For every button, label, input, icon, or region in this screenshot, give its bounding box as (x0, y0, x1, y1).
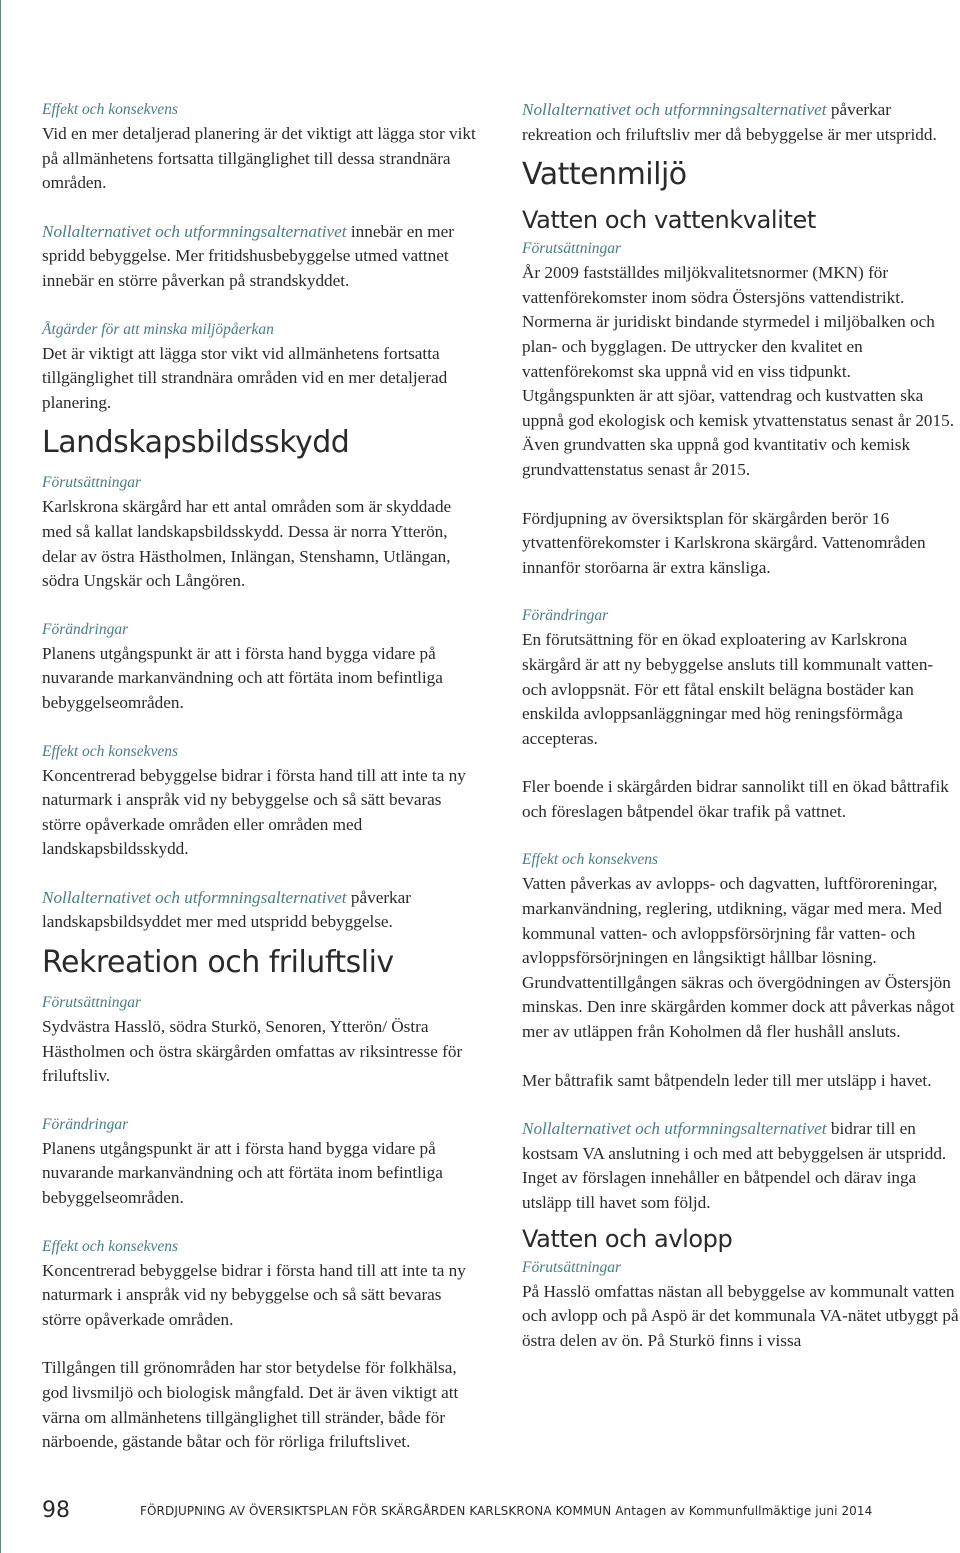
section-label: Effekt och konsekvens (42, 101, 178, 118)
paragraph: Planens utgångspunkt är att i första hand bygga vidare på nuvarande markanvändning och att förtäta inom befintliga bebyggelseområden. (42, 643, 443, 712)
section-label: Förutsättningar (42, 474, 142, 492)
section-label: Förändringar (522, 607, 609, 625)
paragraph: Fler boende i skärgården bidrar sannolikt till en ökad båttrafik och föreslagen båtpendel ökar trafik på vattnet. (522, 777, 949, 821)
paragraph: Vid en mer detaljerad planering är det viktigt att lägga stor vikt på allmänhetens fortsatta tillgänglighet till dessa strandnära områden. (42, 124, 476, 193)
footer-text (140, 1504, 872, 1518)
vatten-fordjupning (522, 507, 959, 581)
rekreation-forutsattningar (42, 991, 480, 1089)
vatten-battrafik (522, 1069, 959, 1094)
italic-lead: Nollalternativet och utformningsalternativet (42, 221, 347, 241)
paragraph-rest: påverkar landskapsbildsyddet mer med utspridd bebyggelse. (42, 887, 411, 932)
footer-note: Antagen av Kommunfullmäktige juni 2014 (615, 1504, 873, 1518)
vatten-forutsattningar (522, 237, 959, 482)
paragraph: År 2009 fastställdes miljökvalitetsnormer (MKN) för vattenförekomster inom södra Östersjöns vattendistrikt. Normerna är juridiskt bindande styrmedel i miljöbalken och plan- och bygglagen. De uttrycker den kvalitet en vattenförekomst ska uppnå vid en viss tidpunkt. Utgångspunkten är att sjöar, vattendrag och kustvatten ska uppnå god ekologisk och kemisk ytvattenstatus senast år 2015. Även grundvatten ska uppnå god kvantitativ och kemisk grundvattenstatus senast år 2015. (522, 263, 955, 479)
left-column (42, 98, 480, 1479)
rekreation-extra (42, 1356, 480, 1454)
paragraph: En förutsättning för en ökad exploatering av Karlskrona skärgård är att ny bebyggelse ansluts till kommunalt vatten- och avloppsnät. För ett fåtal enskilt belägna bostäder kan enskilda avloppsanläggningar med hög reningsförmåga accepteras. (522, 630, 934, 748)
heading-landskapsbildsskydd: Landskapsbildsskydd (42, 425, 350, 461)
italic-lead: Nollalternativet och utformningsalternativet (522, 100, 827, 119)
section-label: Effekt och konsekvens (42, 742, 178, 760)
subheading-vatten-och-avlopp: Vatten och avlopp (522, 1224, 733, 1253)
paragraph: Vatten påverkas av avlopps- och dagvatten, luftföroreningar, markanvändning, reglering, utdikning, vägar med mera. Med kommunal vatten- och avloppsförsörjning får vatten- och avloppsförsörjningen en långsiktigt hållbar lösning. Grundvattentillgången säkras och övergödningen av Östersjön minskas. Den inre skärgården kommer dock att påverkas något mer av utläppen från Koholmen då fler hushåll ansluts. (522, 874, 955, 1042)
paragraph (42, 886, 480, 935)
paragraph: Mer båttrafik samt båtpendeln leder till mer utsläpp i havet. (522, 1070, 932, 1090)
heading-vattenmiljo: Vattenmiljö (522, 157, 687, 193)
page-footer (42, 1498, 922, 1528)
paragraph: På Hasslö omfattas nästan all bebyggelse av kommunalt vatten och avlopp och på Aspö är det kommunala VA-nätet utbyggt på östra delen av ön. På Sturkö finns i vissa (522, 1281, 959, 1350)
paragraph (522, 98, 959, 147)
section-label: Förutsättningar (522, 240, 622, 258)
section-label: Förändringar (42, 620, 129, 638)
nollalternativ-block (42, 220, 480, 294)
rekreation-effekt (42, 1235, 480, 1333)
page-edge-line (0, 0, 1, 1553)
paragraph: Tillgången till grönområden har stor betydelse för folkhälsa, god livsmiljö och biologisk mångfald. Det är även viktigt att värna om allmänhetens tillgänglighet till stränder, både för närboende, gästande båtar och för rörliga friluftslivet. (42, 1358, 459, 1452)
italic-lead: Nollalternativet och utformningsalternativet (42, 887, 347, 907)
section-label: Förutsättningar (42, 994, 142, 1012)
paragraph (522, 1117, 959, 1215)
landskap-effekt (42, 740, 480, 862)
landskap-nollalternativ (42, 886, 480, 935)
effekt-block (42, 98, 480, 196)
avlopp-forutsattningar (522, 1256, 959, 1354)
paragraph-rest: påverkar rekreation och friluftsliv mer då bebyggelse är mer utspridd. (522, 100, 937, 144)
paragraph: Karlskrona skärgård har ett antal områden som är skyddade med så kallat landskapsbildsskydd. Dessa är norra Ytterön, delar av östra Hästholmen, Inlängan, Stenshamn, Utlängan, södra Ungskär och Långören. (42, 497, 452, 591)
subheading-vattenkvalitet: Vatten och vattenkvalitet (522, 206, 816, 235)
paragraph: Koncentrerad bebyggelse bidrar i första hand till att inte ta ny naturmark i anspråk vid ny bebyggelse och så sätt bevaras större opåverkade områden eller områden med landskapsbildsskydd. (42, 765, 466, 859)
footer-title: FÖRDJUPNING AV ÖVERSIKTSPLAN FÖR SKÄRGÅRDEN KARLSKRONA KOMMUN (140, 1504, 612, 1518)
paragraph: Planens utgångspunkt är att i första hand bygga vidare på nuvarande markanvändning och att förtäta inom befintliga bebyggelseområden. (42, 1138, 443, 1208)
page-number: 98 (42, 1498, 70, 1523)
paragraph-rest: bidrar till en kostsam VA anslutning i och med att bebyggelsen är utspridd. Inget av förslagen innehåller en båtpendel och därav inga utsläpp till havet som följd. (522, 1119, 947, 1212)
section-label: Effekt och konsekvens (522, 851, 658, 869)
paragraph (42, 220, 480, 294)
section-label: Förutsättningar (522, 1258, 622, 1276)
paragraph: Koncentrerad bebyggelse bidrar i första hand till att inte ta ny naturmark i anspråk vid ny bebyggelse och så sätt bevaras större opåverkade områden. (42, 1260, 466, 1329)
section-label: Förändringar (42, 1115, 129, 1133)
section-label: Åtgärder för att minska miljöpåerkan (42, 320, 274, 338)
rekreation-forandringar (42, 1113, 480, 1211)
vatten-forandringar (522, 604, 959, 751)
right-column (522, 98, 959, 1377)
vatten-nollalternativ (522, 1117, 959, 1215)
paragraph: Det är viktigt att lägga stor vikt vid allmänhetens fortsatta tillgänglighet till strandnära områden vid en mer detaljerad planering. (42, 343, 448, 412)
paragraph-rest: innebär en mer spridd bebyggelse. Mer fritidshusbebyggelse utmed vattnet innebär en större påverkan på strandskyddet. (42, 221, 454, 290)
landskap-forandringar (42, 618, 480, 716)
vatten-effekt (522, 848, 959, 1044)
heading-rekreation: Rekreation och friluftsliv (42, 945, 394, 981)
section-label: Effekt och konsekvens (42, 1237, 178, 1255)
rekreation-nollalternativ (522, 98, 959, 147)
paragraph: Fördjupning av översiktsplan för skärgården berör 16 ytvattenförekomster i Karlskrona skärgård. Vattenområden innanför storöarna är extra känsliga. (522, 508, 926, 577)
italic-lead: Nollalternativet och utformningsalternativet (522, 1119, 827, 1139)
landskap-forutsattningar (42, 471, 480, 593)
paragraph: Sydvästra Hasslö, södra Sturkö, Senoren, Ytterön/ Östra Hästholmen och östra skärgården omfattas av riksintresse för friluftsliv. (42, 1017, 463, 1086)
vatten-fler-boende (522, 775, 959, 824)
atgarder-block (42, 318, 480, 416)
